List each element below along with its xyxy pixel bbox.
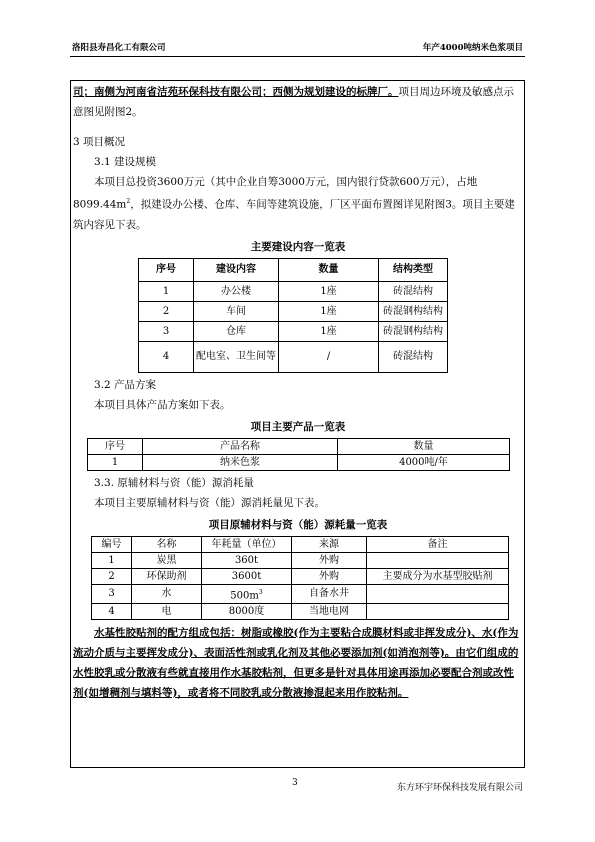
table3-header-row: 编号 名称 年耗量（单位） 来源 备注 [92, 536, 509, 552]
table-row: 2 车间 1座 砖混钢构结构 [139, 301, 448, 321]
footer-company: 东方环宇环保科技发展有限公司 [396, 783, 523, 793]
product-table [87, 438, 510, 471]
section-31-paragraph: 本项目总投资3600万元（其中企业自筹3000万元，国内银行贷款600万元），占地$8099.44m^2$，拟建设办公楼、仓库、车间等建筑设施，厂区平面布置图详见附图3。项目主要建筑内容见下表。 [73, 176, 515, 231]
table1-header: 建设内容 [194, 258, 279, 281]
table1-header: 序号 [139, 258, 194, 281]
intro-bold: 司；南侧为河南省洁苑环保科技有限公司；西侧为规划建设的标牌厂。 [73, 86, 399, 98]
materials-table [91, 536, 509, 620]
table1-title: 主要建设内容一览表 [250, 240, 346, 253]
section-31-heading: 3.1 建设规模 [94, 156, 157, 168]
table-row: 4 配电室、卫生间等 / 砖混结构 [139, 341, 448, 372]
table2-header-row: 序号 产品名称 数量 [88, 438, 510, 454]
table-row: 1 办公楼 1座 砖混结构 [139, 281, 448, 301]
page-number: 3 [292, 778, 298, 788]
table2-title: 项目主要产品一览表 [250, 420, 346, 433]
table1-header: 结构类型 [379, 258, 448, 281]
page-header [70, 40, 525, 54]
header-project: 年产4000吨纳米色浆项目 [422, 43, 523, 53]
intro-normal: 项目周边环境及敏感点示意图见附图2。 [73, 86, 514, 118]
table-row: 1 纳米色浆 4000吨/年 [88, 454, 510, 470]
table-row: 1 炭黑 360t 外购 [92, 552, 509, 568]
page-content [73, 82, 523, 703]
adhesive-note: 水基性胶贴剂的配方组成包括：树脂或橡胶(作为主要粘合成膜材料或非挥发成分)、水(作为流动介质与主要挥发成分)、表面活性剂或乳化剂及其他必要添加剂(如消泡剂等)。由它们组成的水性胶乳或分散液有些就直接用作水基胶粘剂，但更多是针对具体用途再添加必要配合剂或改性剂(如增稠剂与填料等)，或者将不同胶乳或分散液掺混起来用作胶粘剂。 [73, 626, 519, 699]
table-row: 3 水 $500m^3$ 自备水井 [92, 584, 509, 603]
section-32-heading: 3.2 产品方案 [94, 378, 157, 391]
section-33-paragraph: 本项目主要原辅材料与资（能）源消耗量见下表。 [94, 496, 325, 509]
section-32-paragraph: 本项目具体产品方案如下表。 [94, 398, 231, 411]
section-3-heading: 3 项目概况 [73, 136, 126, 148]
table1-header: 数量 [279, 258, 379, 281]
table-row: 2 环保助剂 3600t 外购 主要成分为水基型胶贴剂 [92, 568, 509, 584]
header-rule [70, 56, 525, 57]
table1-header-row [139, 258, 448, 281]
intro-paragraph [73, 82, 523, 122]
table3-title: 项目原辅材料与资（能）源耗量一览表 [208, 518, 388, 531]
header-company: 洛阳县寿昌化工有限公司 [72, 43, 166, 53]
table-row: 3 仓库 1座 砖混钢构结构 [139, 321, 448, 341]
construction-table [138, 258, 448, 373]
section-33-heading: 3.3. 原辅材料与资（能）源消耗量 [94, 476, 254, 489]
table-row: 4 电 8000度 当地电网 [92, 603, 509, 619]
